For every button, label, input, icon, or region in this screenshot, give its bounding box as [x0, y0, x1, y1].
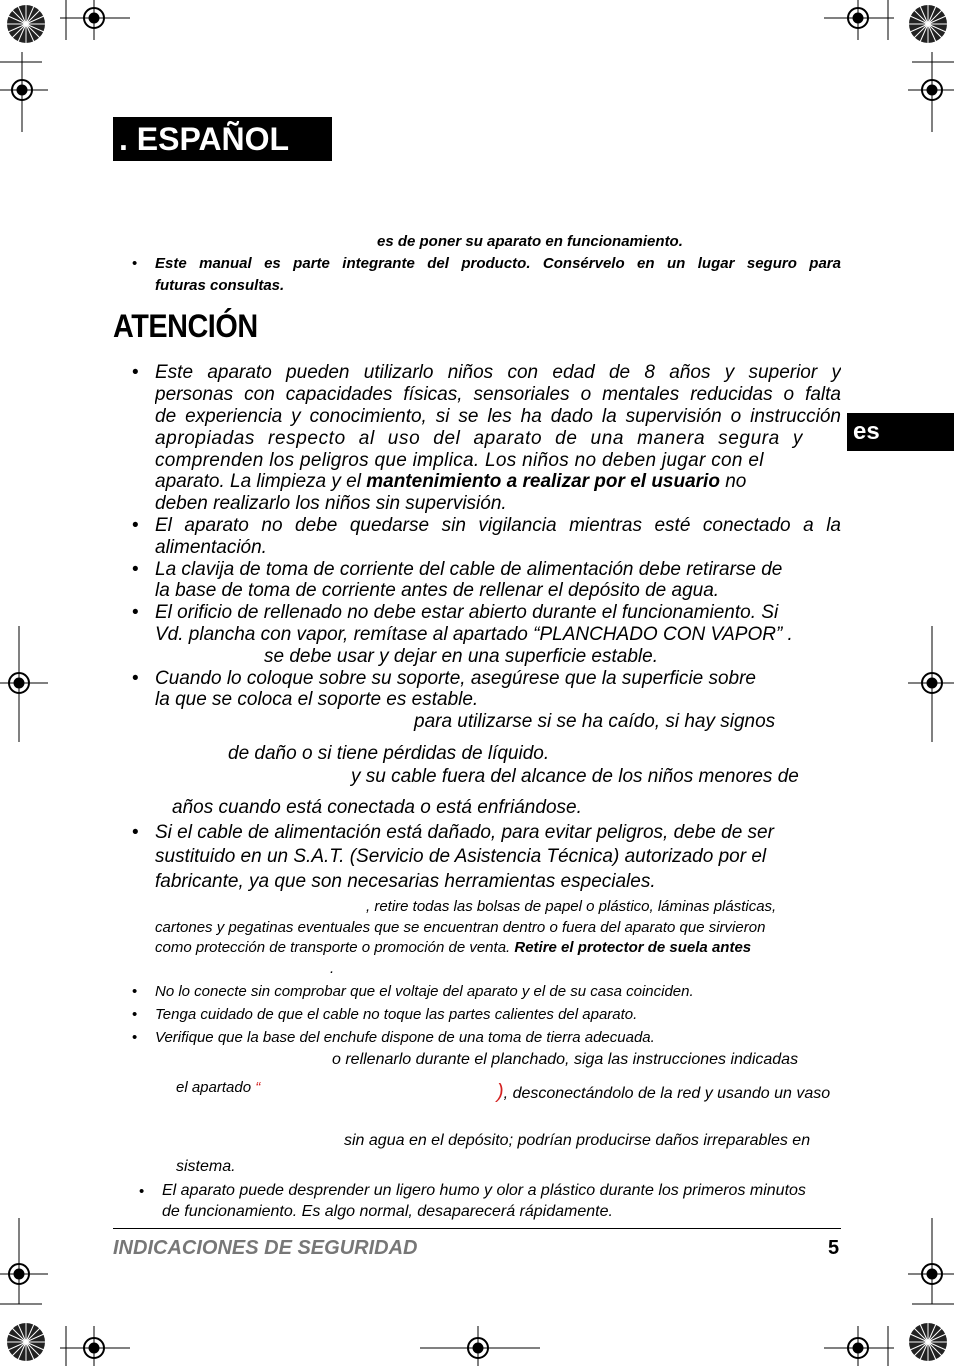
- language-title: . ESPAÑOL: [113, 117, 332, 161]
- warning-line: El aparato puede desprender un ligero humo y olor a plástico durante los primeros minutos: [162, 1182, 806, 1199]
- warning-line: ), desconectándolo de la red y usando un vaso: [497, 1081, 831, 1103]
- intro-bullet-line: Este manual es parte integrante del producto. Consérvelo en un lugar seguro para: [155, 255, 841, 272]
- language-side-tab: es: [847, 413, 954, 451]
- warning-line: alimentación.: [155, 537, 267, 558]
- warning-line: fabricante, ya que son necesarias herramientas especiales.: [155, 871, 656, 892]
- warning-line: o rellenarlo durante el planchado, siga las instrucciones indicadas: [332, 1051, 799, 1068]
- registration-target-icon: [908, 626, 954, 742]
- warning-line: Este aparato pueden utilizarlo niños con edad de 8 años y superior y: [155, 362, 841, 383]
- bullet: •: [132, 1029, 138, 1046]
- warning-line: .: [330, 960, 335, 977]
- warning-line: de experiencia y conocimiento, si se les ha dado la supervisión o instrucción: [155, 406, 841, 427]
- warning-line: La clavija de toma de corriente del cable de alimentación debe retirarse de: [155, 559, 783, 580]
- warning-line: Cuando lo coloque sobre su soporte, asegúrese que la superficie sobre: [155, 668, 756, 689]
- warning-line: y su cable fuera del alcance de los niños menores de: [351, 766, 799, 787]
- bullet: •: [132, 668, 139, 689]
- registration-target-icon: [0, 626, 50, 742]
- page-number: 5: [828, 1237, 840, 1259]
- warning-line: sustituido en un S.A.T. (Servicio de Asistencia Técnica) autorizado por el: [155, 846, 767, 867]
- warning-line: la que se coloca el soporte es estable.: [155, 689, 479, 710]
- bullet: •: [132, 559, 139, 580]
- warning-line: de daño o si tiene pérdidas de líquido.: [228, 743, 550, 764]
- bullet: •: [132, 602, 139, 623]
- warning-line: comprenden los peligros que implica. Los niños no deben jugar con el: [155, 450, 764, 471]
- warning-line: el apartado “: [176, 1079, 261, 1096]
- bullet: •: [132, 822, 139, 843]
- warning-line: personas con capacidades físicas, sensoriales o mentales reducidas o falta: [155, 384, 841, 405]
- warning-line: sistema.: [176, 1158, 236, 1175]
- warning-line: se debe usar y dejar en una superficie estable.: [264, 646, 658, 667]
- warning-line: años cuando está conectada o está enfriándose.: [172, 797, 582, 818]
- warning-line: Si el cable de alimentación está dañado, para evitar peligros, debe de ser: [155, 822, 774, 843]
- warning-line: como protección de transporte o promoción de venta. Retire el protector de suela antes: [155, 939, 752, 956]
- warning-line: apropiadas respecto al uso del aparato de una manera segura y: [155, 428, 803, 449]
- warning-line: Verifique que la base del enchufe dispone de una toma de tierra adecuada.: [155, 1029, 655, 1046]
- warning-line: Vd. plancha con vapor, remítase al apartado “PLANCHADO CON VAPOR” .: [155, 624, 793, 645]
- registration-target-icon: [60, 1320, 130, 1370]
- registration-target-icon: [0, 1218, 50, 1308]
- warning-line: El aparato no debe quedarse sin vigilancia mientras esté conectado a la: [155, 515, 841, 536]
- warning-line: aparato. La limpieza y el mantenimiento a realizar por el usuario no: [155, 471, 747, 492]
- warning-line: deben realizarlo los niños sin supervisión.: [155, 493, 507, 514]
- intro-bullet-line: futuras consultas.: [155, 277, 285, 294]
- warning-line: No lo conecte sin comprobar que el voltaje del aparato y el de su casa coinciden.: [155, 983, 694, 1000]
- warning-line: El orificio de rellenado no debe estar abierto durante el funcionamiento. Si: [155, 602, 779, 623]
- footer-section-title: INDICACIONES DE SEGURIDAD: [113, 1237, 418, 1259]
- warning-line: cartones y pegatinas eventuales que se encuentran dentro o fuera del aparato que sirvieron: [155, 919, 766, 936]
- registration-target-icon: [60, 0, 130, 50]
- starburst-mark-icon: [6, 1322, 46, 1362]
- registration-target-icon: [824, 1320, 894, 1370]
- warning-title: ATENCIÓN: [113, 308, 258, 344]
- registration-target-icon: [824, 0, 894, 50]
- bullet: •: [132, 515, 139, 536]
- registration-target-icon: [0, 52, 50, 132]
- registration-target-icon: [908, 52, 954, 132]
- intro-line: es de poner su aparato en funcionamiento.: [377, 233, 683, 250]
- warning-line: sin agua en el depósito; podrían producirse daños irreparables en: [344, 1132, 811, 1149]
- starburst-mark-icon: [908, 1322, 948, 1362]
- warning-line: para utilizarse si se ha caído, si hay signos: [414, 711, 776, 732]
- registration-target-icon: [420, 1320, 540, 1370]
- warning-line: de funcionamiento. Es algo normal, desaparecerá rápidamente.: [162, 1203, 613, 1220]
- bullet: •: [132, 362, 139, 383]
- bullet: •: [139, 1183, 145, 1200]
- registration-target-icon: [908, 1218, 954, 1308]
- starburst-mark-icon: [908, 4, 948, 44]
- bullet: •: [132, 255, 138, 272]
- warning-line: , retire todas las bolsas de papel o plástico, láminas plásticas,: [366, 898, 777, 915]
- warning-line: Tenga cuidado de que el cable no toque las partes calientes del aparato.: [155, 1006, 638, 1023]
- bullet: •: [132, 983, 138, 1000]
- starburst-mark-icon: [6, 4, 46, 44]
- warning-line: la base de toma de corriente antes de rellenar el depósito de agua.: [155, 580, 720, 601]
- bullet: •: [132, 1006, 138, 1023]
- footer-rule: [113, 1228, 841, 1229]
